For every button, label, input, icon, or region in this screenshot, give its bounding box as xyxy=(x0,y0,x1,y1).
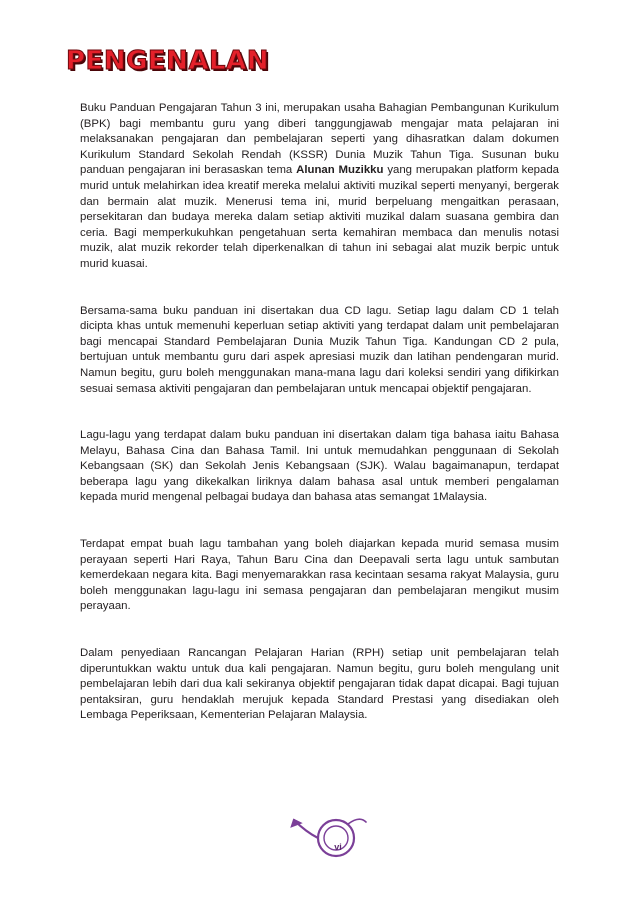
paragraph-1-part-2: yang merupakan platform kepada murid untuk melahirkan idea kreatif mereka melalui aktiviti muzikal seperti menyanyi, bergerak dan bermain alat muzik. Menerusi tema ini, murid berpeluang mengaitkan perasaan, persekitaran dan budaya mereka dalam setiap aktiviti muzikal dalam suasana gembira dan ceria. Bagi memperkukuhkan pengetahuan serta kemahiran membaca dan menulis notasi muzik, alat muzik rekorder telah diperkenalkan di tahun ini sebagai alat muzik berpic untuk murid kuasai. xyxy=(80,164,560,270)
paragraph-5: Dalam penyediaan Rancangan Pelajaran Harian (RPH) setiap unit pembelajaran telah diperuntukkan waktu untuk dua kali pengajaran. Namun begitu, guru boleh mengulang unit pembelajaran lebih dari dua kali sekiranya objektif pengajaran tidak dapat dicapai. Bagi tujuan pentaksiran, guru hendaklah merujuk kepada Standard Prestasi yang disediakan oleh Lembaga Peperiksaan, Kementerian Pelajaran Malaysia. xyxy=(80,647,559,722)
theme-name: Alunan Muzikku xyxy=(296,164,384,177)
body-text xyxy=(80,101,559,755)
french-horn-icon xyxy=(290,814,370,862)
paragraph-3: Lagu-lagu yang terdapat dalam buku panduan ini disertakan dalam tiga bahasa iaitu Bahasa Melayu, Bahasa Cina dan Bahasa Tamil. Ini untuk memudahkan penggunaan di Sekolah Kebangsaan (SK) dan Sekolah Jenis Kebangsaan (SJK). Walau bagaimanapun, terdapat beberapa lagu yang dikekalkan liriknya dalam bahasa asal untuk memberi pengalaman kepada murid mengenal pelbagai budaya dan bahasa atas semangat 1Malaysia. xyxy=(80,429,559,504)
paragraph-1 xyxy=(80,101,559,273)
page-heading: PENGENALAN xyxy=(66,46,270,76)
page-number: vi xyxy=(334,842,342,852)
paragraph-4: Terdapat empat buah lagu tambahan yang boleh diajarkan kepada murid semasa musim perayaan seperti Hari Raya, Tahun Baru Cina dan Deepavali serta lagu untuk sambutan kemerdekaan negara kita. Bagi menyemarakkan rasa kecintaan sesama rakyat Malaysia, guru boleh menggunakan lagu-lagu ini semasa pengajaran dan pembelajaran mengikut musim perayaan. xyxy=(80,538,559,613)
paragraph-2: Bersama-sama buku panduan ini disertakan dua CD lagu. Setiap lagu dalam CD 1 telah dicipta khas untuk memenuhi keperluan setiap aktiviti yang terdapat dalam unit pembelajaran bagi mencapai Standard Pembelajaran Dunia Muzik Tahun Tiga. Kandungan CD 2 pula, bertujuan untuk membantu guru dari aspek apresiasi muzik dan latihan pendengaran murid. Namun begitu, guru boleh menggunakan mana-mana lagu dari koleksi sendiri yang difikirkan sesuai semasa aktiviti pengajaran dan pembelajaran untuk mencapai objektif pengajaran. xyxy=(80,304,559,395)
paragraph-1-part-1: Buku Panduan Pengajaran Tahun 3 ini, merupakan usaha Bahagian Pembangunan Kurikulum (BPK) bagi membantu guru yang diberi tanggungjawab mengajar mata pelajaran ini melaksanakan pengajaran dan pembelajaran seperti yang dihasratkan dalam dokumen Kurikulum Standard Sekolah Rendah (KSSR) Dunia Muzik Tahun Tiga. Susunan buku panduan pengajaran ini berasaskan tema xyxy=(80,102,559,177)
